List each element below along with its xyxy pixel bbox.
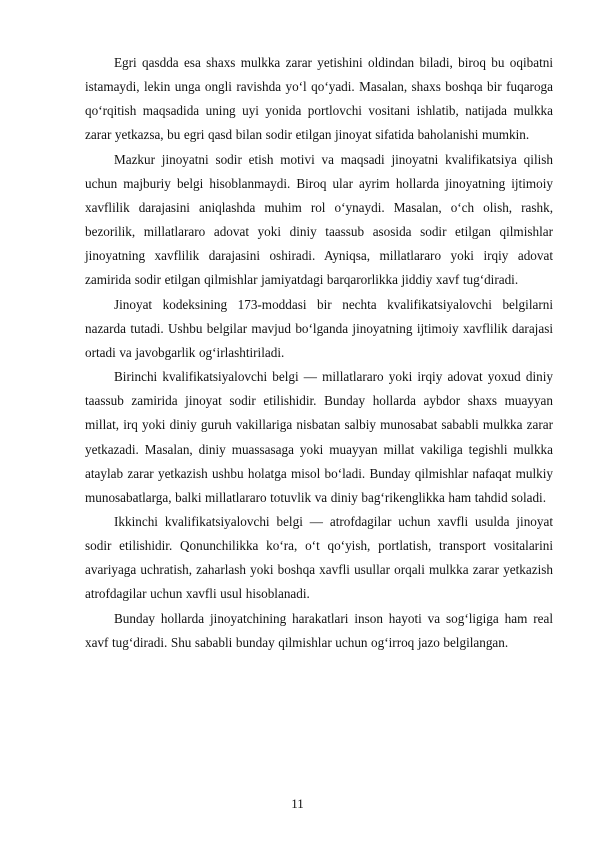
paragraph: Ikkinchi kvalifikatsiyalovchi belgi — atrofdagilar uchun xavfli usulda jinoyat sodir etilishidir. Qonunchilikka ko‘ra, o‘t qo‘yish, portlatish, transport vositalarini avariyaga uchratish, zaharlash yoki boshqa xavfli usullar orqali mulkka zarar yetkazish atrofdagilar uchun xavfli usul hisoblanadi. — [85, 513, 553, 602]
page-number: 11 — [291, 796, 304, 811]
paragraph: Egri qasdda esa shaxs mulkka zarar yetishini oldindan biladi, biroq bu oqibatni istamaydi, lekin unga ongli ravishda yo‘l qo‘yadi. Masalan, shaxs boshqa bir fuqaroga qo‘rqitish maqsadida uning uyi yonida portlovchi vositani ishlatib, natijada mulkka zarar yetkazsa, bu egri qasd bilan sodir etilgan jinoyat sifatida baholanishi mumkin. — [85, 55, 553, 143]
body-text — [85, 51, 553, 655]
paragraph: Jinoyat kodeksining 173-moddasi bir nechta kvalifikatsiyalovchi belgilarni nazarda tutadi. Ushbu belgilar mavjud bo‘lganda jinoyatning ijtimoiy xavflilik darajasi ortadi va javobgarlik og‘irlashtiriladi. — [85, 296, 553, 360]
paragraph: Bunday hollarda jinoyatchining harakatlari inson hayoti va sog‘ligiga ham real xavf tug‘diradi. Shu sababli bunday qilmishlar uchun og‘irroq jazo belgilangan. — [85, 610, 553, 650]
paragraph: Birinchi kvalifikatsiyalovchi belgi — millatlararo yoki irqiy adovat yoxud diniy taassub zamirida jinoyat sodir etilishidir. Bunday hollarda aybdor shaxs muayyan millat, irq yoki diniy guruh vakillariga nisbatan salbiy munosabat sababli mulkka zarar yetkazadi. Masalan, diniy muassasaga yoki muayyan millat vakiliga tegishli mulkka ataylab zarar yetkazish ushbu holatga misol bo‘ladi. Bunday qilmishlar nafaqat mulkiy munosabatlarga, balki millatlararo totuvlik va diniy bag‘rikenglikka ham tahdid soladi. — [85, 369, 553, 505]
paragraph: Mazkur jinoyatni sodir etish motivi va maqsadi jinoyatni kvalifikatsiya qilish uchun majburiy belgi hisoblanmaydi. Biroq ular ayrim hollarda jinoyatning ijtimoiy xavflilik darajasini aniqlashda muhim rol o‘ynaydi. Masalan, o‘ch olish, rashk, bezorilik, millatlararo adovat yoki diniy taassub asosida sodir etilgan qilmishlar jinoyatning xavflilik darajasini oshiradi. Ayniqsa, millatlararo yoki irqiy adovat zamirida sodir etilgan qilmishlar jamiyatdagi barqarorlikka jiddiy xavf tug‘diradi. — [85, 151, 553, 288]
